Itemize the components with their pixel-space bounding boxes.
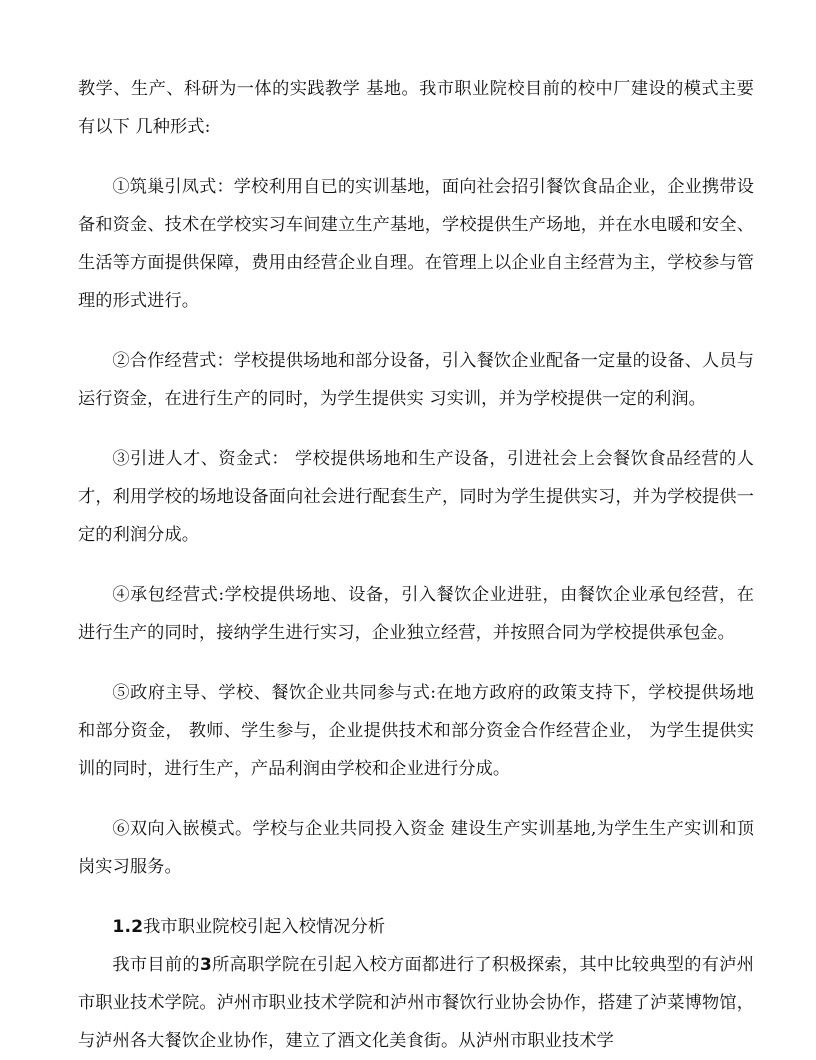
paragraph-mode-6: ⑥双向入嵌模式。学校与企业共同投入资金 建设生产实训基地,为学生生产实训和顶岗实习服务。 <box>78 819 754 877</box>
section-number: 1.2 <box>112 917 144 937</box>
paragraph-analysis <box>78 946 754 1060</box>
paragraph-mode-4: ④承包经营式:学校提供场地、设备，引入餐饮企业进驻，由餐饮企业承包经营，在进行生产的同时，接纳学生进行实习，企业独立经营，并按照合同为学校提供承包金。 <box>78 585 754 643</box>
paragraph-mode-1: ①筑巢引凤式：学校利用自已的实训基地，面向社会招引餐饮食品企业，企业携带设备和资金、技术在学校实习车间建立生产基地，学校提供生产场地，并在水电暖和安全、 生活等方面提供保障，费用由经营企业自理。在管理上以企业自主经营为主，学校参与管理的形式进行。 <box>78 177 754 311</box>
document-page <box>78 70 754 1060</box>
analysis-text-before: 我市目前的 <box>112 955 200 975</box>
section-heading <box>78 908 754 946</box>
paragraph-intro: 教学、生产、科研为一体的实践教学 基地。我市职业院校目前的校中厂建设的模式主要有以下 几种形式: <box>78 79 754 137</box>
analysis-number: 3 <box>199 955 212 975</box>
paragraph-mode-2: ②合作经营式：学校提供场地和部分设备，引入餐饮企业配备一定量的设备、人员与运行资金，在进行生产的同时，为学生提供实 习实训，并为学校提供一定的利润。 <box>78 351 754 409</box>
analysis-text-after: 所高职学院在引起入校方面都进行了积极探索，其中比较典型的有泸州市职业技术学院。泸州市职业技术学院和泸州市餐饮行业协会协作，搭建了泸菜博物馆，与泸州各大餐饮企业协作，建立了酒文化美食街。从泸州市职业技术学 <box>78 955 754 1051</box>
paragraph-mode-3: ③引进人才、资金式： 学校提供场地和生产设备，引进社会上会餐饮食品经营的人才，利用学校的场地设备面向社会进行配套生产，同时为学生提供实习，并为学校提供一定的利润分成。 <box>78 449 754 545</box>
paragraph-mode-5: ⑤政府主导、学校、餐饮企业共同参与式:在地方政府的政策支持下，学校提供场地和部分资金， 教师、学生参与，企业提供技术和部分资金合作经营企业， 为学生提供实训的同时，进行生产，产品利润由学校和企业进行分成。 <box>78 683 754 779</box>
section-title: 我市职业院校引起入校情况分析 <box>143 917 386 937</box>
